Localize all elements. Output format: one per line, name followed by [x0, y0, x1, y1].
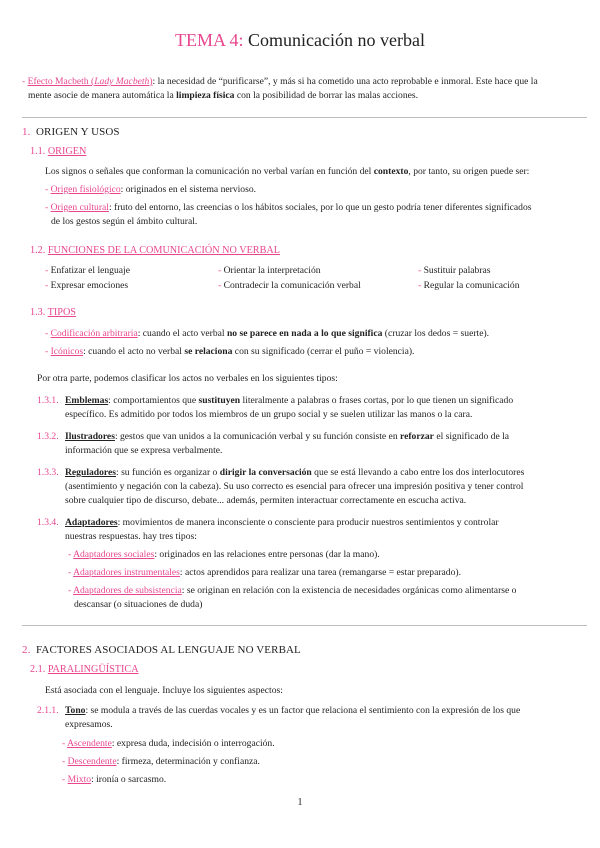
list-item: - Codificación arbitraria: cuando el acto verbal no se parece en nada a lo que significa (cruzar los dedos = suerte).	[45, 328, 490, 339]
numbered-item-continuation: información que se expresa verbalmente.	[65, 445, 223, 456]
intro-link[interactable]: Efecto Macbeth (Lady Macbeth)	[27, 76, 153, 87]
list-item-continuation: de los gestos según el ámbito cultural.	[51, 216, 198, 227]
list-item: - Descendente: firmeza, determinación y confianza.	[62, 756, 260, 767]
intro-line-2: mente asocie de manera automática la limpieza física con la posibilidad de borrar las malas acciones.	[28, 90, 419, 101]
subsection-heading-1-3: 1.3. TIPOS	[30, 307, 76, 318]
list-item: - Origen fisiológico: originados en el sistema nervioso.	[45, 184, 257, 195]
divider	[22, 117, 587, 118]
subsection-heading-1-2: 1.2. FUNCIONES DE LA COMUNICACIÓN NO VERBAL	[30, 245, 280, 256]
numbered-item-continuation: sobre cualquier tipo de discurso, debate... además, permiten interactuar correctamente en escucha activa.	[65, 495, 467, 506]
subsection-heading-1-1: 1.1. ORIGEN	[30, 146, 87, 157]
numbered-item-continuation: específico. Es admitido por todos los miembros de un grupo social y se suelen utilizar las manos o la cara.	[65, 409, 473, 420]
list-item: - Ascendente: expresa duda, indecisión o interrogación.	[62, 738, 275, 749]
page-title	[0, 30, 600, 51]
intro-line-1: - Efecto Macbeth (Lady Macbeth): la necesidad de “purificarse”, y más si ha cometido una acto reprobable e inmoral. Este hace que la	[22, 76, 538, 87]
paragraph: Por otra parte, podemos clasificar los actos no verbales en los siguientes tipos:	[37, 373, 338, 384]
paragraph: Está asociada con el lenguaje. Incluye los siguientes aspectos:	[45, 685, 283, 696]
subsection-heading-2-1: 2.1. PARALINGÜÍSTICA	[30, 664, 139, 675]
numbered-item-continuation: nuestras respuestas. hay tres tipos:	[65, 531, 197, 542]
list-item: - Mixto: ironía o sarcasmo.	[62, 774, 167, 785]
numbered-item-continuation: expresamos.	[65, 719, 113, 730]
list-item-continuation: descansar (o situaciones de duda)	[74, 599, 203, 610]
section-heading-2: 2. FACTORES ASOCIADOS AL LENGUAJE NO VERBAL	[22, 644, 301, 656]
list-item: - Contradecir la comunicación verbal	[218, 280, 361, 291]
list-item: - Adaptadores de subsistencia: se originan en relación con la existencia de necesidades orgánicas como alimentarse o	[68, 585, 517, 596]
list-item: - Adaptadores instrumentales: actos aprendidos para realizar una tarea (remangarse = estar preparado).	[68, 567, 461, 578]
list-item: - Icónicos: cuando el acto no verbal se relaciona con su significado (cerrar el puño = violencia).	[45, 346, 415, 357]
list-item: - Enfatizar el lenguaje	[45, 265, 130, 276]
numbered-item: 1.3.4. Adaptadores: movimientos de manera inconsciente o consciente para producir nuestros sentimientos y controlar	[37, 517, 499, 528]
title-prefix: TEMA 4:	[175, 30, 244, 50]
title-text: Comunicación no verbal	[243, 30, 425, 50]
divider	[22, 625, 587, 626]
numbered-item: 1.3.3. Reguladores: su función es organizar o dirigir la conversación que se está llevando a cabo entre los dos interlocutores	[37, 467, 525, 478]
numbered-item: 1.3.1. Emblemas: comportamientos que sustituyen literalmente a palabras o frases cortas, por lo que tienen un significado	[37, 395, 514, 406]
list-item: - Orientar la interpretación	[218, 265, 321, 276]
list-item: - Expresar emociones	[45, 280, 129, 291]
list-item: - Adaptadores sociales: originados en las relaciones entre personas (dar la mano).	[68, 549, 380, 560]
paragraph: Los signos o señales que conforman la comunicación no verbal varían en función del contexto, por tanto, su origen puede ser:	[45, 166, 530, 177]
list-item: - Sustituir palabras	[418, 265, 491, 276]
list-item: - Regular la comunicación	[418, 280, 520, 291]
page-number: 1	[297, 797, 303, 808]
numbered-item: 1.3.2. Ilustradores: gestos que van unidos a la comunicación verbal y su función consiste en reforzar el significado de la	[37, 431, 510, 442]
numbered-item-continuation: (asentimiento y negación con la cabeza). Su uso correcto es esencial para ofrecer una impresión positiva y tener control	[65, 481, 524, 492]
list-item: - Origen cultural: fruto del entorno, las creencias o los hábitos sociales, por lo que un gesto podría tener diferentes significados	[45, 202, 532, 213]
numbered-item: 2.1.1. Tono: se modula a través de las cuerdas vocales y es un factor que relaciona el sentimiento con la expresión de los que	[37, 705, 521, 716]
section-heading-1: 1. ORIGEN Y USOS	[22, 126, 120, 138]
